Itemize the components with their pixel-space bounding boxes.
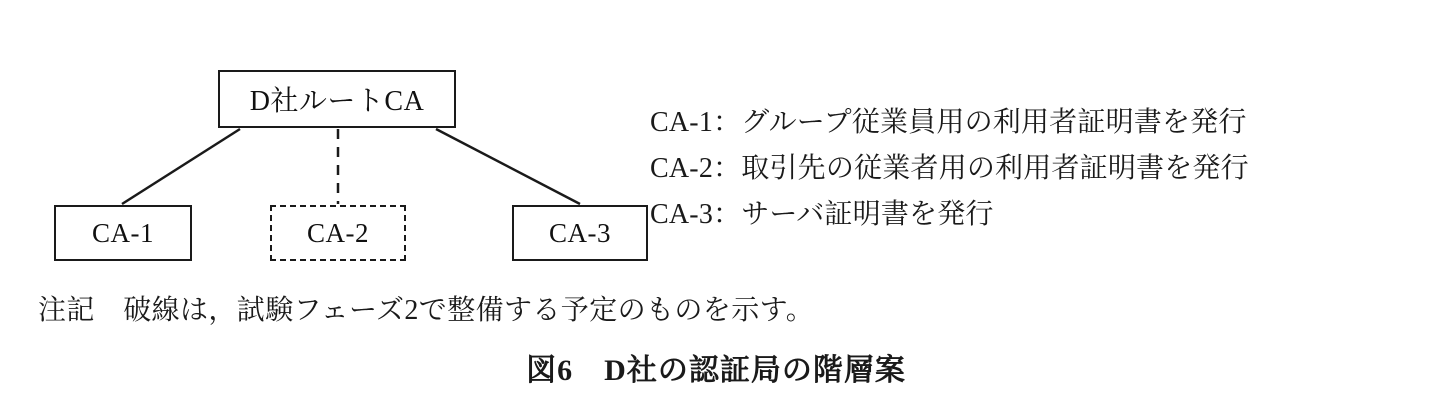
- legend-item-ca3: CA-3：サーバ証明書を発行: [650, 199, 994, 230]
- edge-root-to-ca3: [436, 129, 580, 204]
- figure-caption: 図6 D社の認証局の階層案: [526, 354, 906, 387]
- node-ca-2: CA-2: [270, 205, 406, 261]
- node-ca-3: CA-3: [512, 205, 648, 261]
- edge-root-to-ca1: [122, 129, 240, 204]
- figure-note: 注記 破線は，試験フェーズ2で整備する予定のものを示す。: [38, 295, 815, 326]
- legend-list: [650, 100, 1420, 238]
- legend-item-ca1: CA-1：グループ従業員用の利用者証明書を発行: [650, 107, 1247, 138]
- ca-hierarchy-diagram: [0, 0, 680, 290]
- node-ca-1: CA-1: [54, 205, 192, 261]
- node-root-ca: D社ルートCA: [218, 70, 456, 128]
- legend-item-ca2: CA-2：取引先の従業者用の利用者証明書を発行: [650, 153, 1249, 184]
